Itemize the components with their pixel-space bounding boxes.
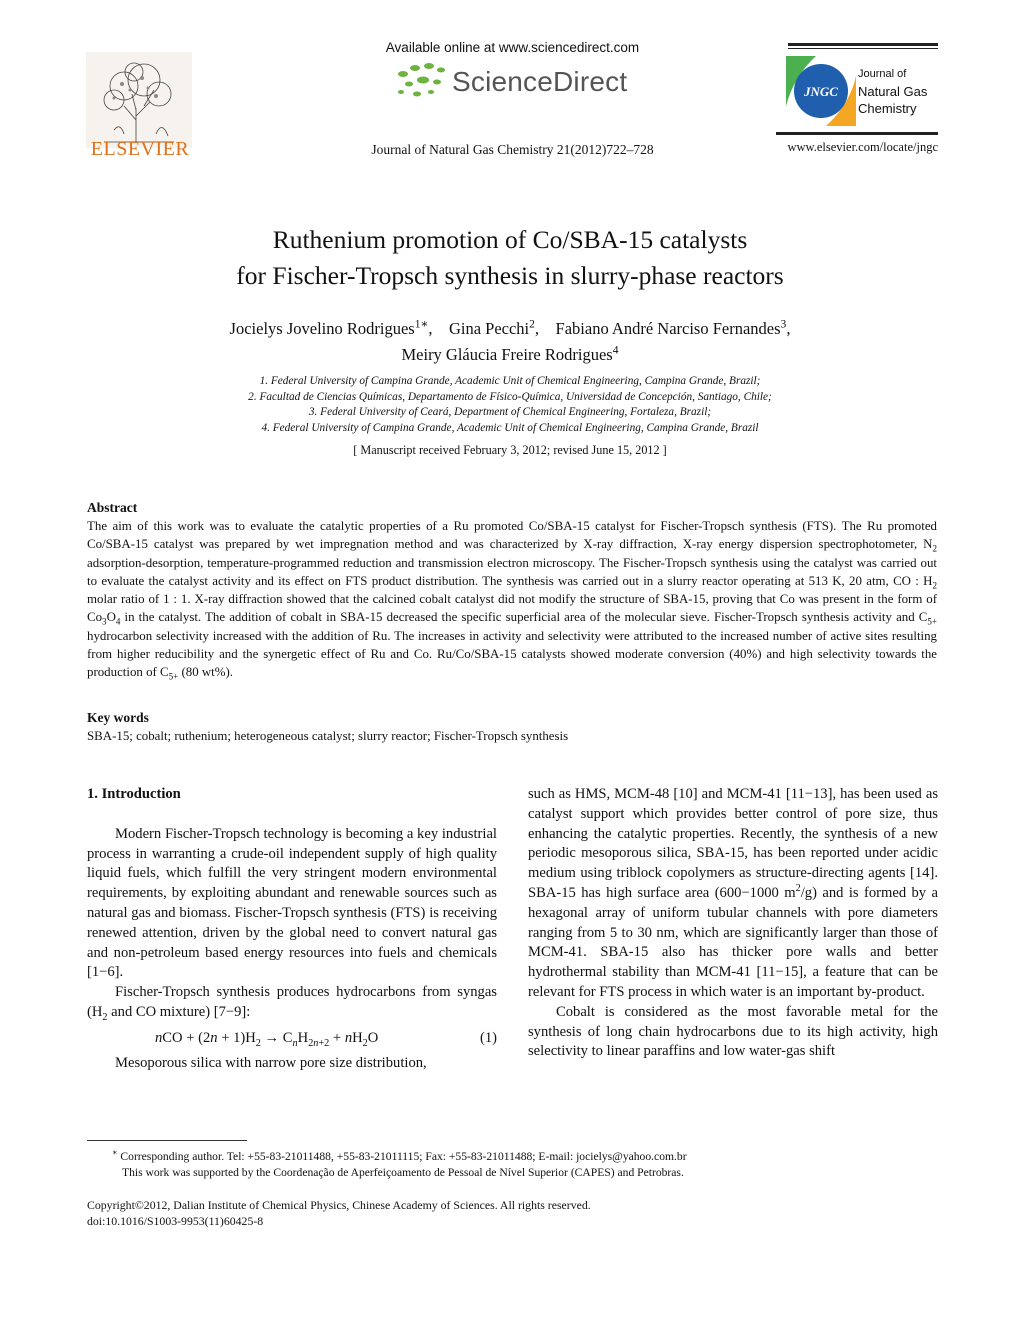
abstract-text: The aim of this work was to evaluate the catalytic properties of a Ru promoted Co/SBA-15 catalyst for Fischer-Tropsch synthesis (FTS). The Ru promoted Co/SBA-15 catalyst was prepared by wet impregnation method and was characterized by X-ray diffraction, X-ray energy dispersion spectrophotometer, $N_2$ adsorption-desorption, temperature-programmed reduction and transmission electron microscopy. The Fischer-Tropsch synthesis using the catalyst was carried out to evaluate the catalyst activity and its effect on FTS product distribution. The synthesis was carried out in a slurry reactor operating at 513 K, 20 atm, CO : $H_2$ molar ratio of 1 : 1. X-ray diffraction showed that the calcined cobalt catalyst did not modify the structure of SBA-15, proving that Co was present in the form of $Co_3O_4$ in the catalyst. The addition of cobalt in SBA-15 decreased the specific superficial area of the molecular sieve. Fischer-Tropsch synthesis activity and $C_{5+}$ hydrocarbon selectivity increased with the addition of Ru. The increases in activity and selectivity were attributed to the increased number of active sites resulting from higher reducibility and the synergetic effect of Ru and Co. Ru/Co/SBA-15 catalysts showed moderate conversion (40%) and high selectivity towards the production of $C_{5+}$ (80 wt%). (87, 519, 937, 682)
manuscript-dates: [ Manuscript received February 3, 2012; revised June 15, 2012 ] (353, 443, 667, 457)
title-line: Ruthenium promotion of Co/SBA-15 catalysts (272, 225, 748, 254)
header-rule (788, 43, 938, 46)
equation: nCO + $(2n + 1)H_2 \to C_nH_{2n+2} + nH_2O$ (1) (155, 1029, 497, 1049)
paragraph: Mesoporous silica with narrow pore size distribution, (115, 1054, 427, 1071)
footnote-rule (87, 1140, 247, 1141)
copyright-block (87, 1197, 947, 1229)
keywords-heading: Key words (87, 710, 149, 725)
header-rule (788, 48, 938, 49)
keywords-list: SBA-15; cobalt; ruthenium; heterogeneous catalyst; slurry reactor; Fischer-Tropsch synthesis (87, 729, 569, 743)
affiliation: 2. Facultad de Ciencias Químicas, Departamento de Físico-Química, Universidad de Concepción, Santiago, Chile; (248, 390, 772, 403)
available-online-text: Available online at www.sciencedirect.com (385, 40, 640, 55)
journal-name-line: Natural Gas (858, 84, 928, 99)
author-name: Meiry Gláucia Freire Rodrigues (401, 345, 613, 364)
paragraph: Fischer-Tropsch synthesis produces hydrocarbons from syngas ($H_2$ and CO mixture) [7−9]: (87, 984, 497, 1023)
author-mark: 2 (529, 318, 535, 331)
footnote-support: This work was supported by the Coordenação de Aperfeiçoamento de Pessoal de Nível Superior (CAPES) and Petrobras. (122, 1166, 684, 1179)
author-list: Jocielys Jovelino Rodrigues$^{1∗}$, Gina Pecchi$^2$, Fabiano André Narciso Fernandes$^3$, Meiry Gláucia Freire Rodrigues$^4$ (229, 318, 791, 364)
author-name: Fabiano André Narciso Fernandes (555, 319, 781, 338)
footnote-corresponding: ∗ Corresponding author. Tel: +55-83-21011488, +55-83-21011115; Fax: +55-83-21011488; E-mail: jocielys@yahoo.com.br (112, 1148, 687, 1163)
paragraph: Modern Fischer-Tropsch technology is becoming a key industrial process in warranting a crude-oil independent supply of high quality liquid fuels, which fulfill the very stringent modern environmental requirements, by exploiting abundant and renewable sources such as natural gas and biomass. Fischer-Tropsch synthesis (FTS) is receiving renewed attention, driven by the global need to convert natural gas and non-petroleum based energy resources into fuels and chemicals [1−6]. (87, 825, 497, 981)
abstract-heading: Abstract (87, 500, 138, 515)
footnotes (112, 1149, 932, 1181)
doi[interactable]: doi:10.1016/S1003-9953(11)60425-8 (87, 1214, 264, 1228)
paragraph: such as HMS, MCM-48 [10] and MCM-41 [11−13], has been used as catalyst support which provides better control of pore size, thus enhancing the catalytic properties. Recently, the synthesis of a new periodic mesoporous silica, SBA-15, has been reported under acidic medium using triblock copolymers as structure-directing agents [14]. SBA-15 has high surface area (600−1000 $m^2/g$) and is formed by a hexagonal array of uniform tubular channels with pore diameters ranging from 5 to 30 nm, which are significantly larger than those of MCM-41. SBA-15 also has thicker pore walls and better hydrothermal stability than MCM-41 [11−15], a feature that can be relevant for FTS process in which water is an important by-product. (528, 786, 938, 1000)
affiliations (80, 374, 940, 436)
journal-citation: Journal of Natural Gas Chemistry 21(2012)722–728 (371, 142, 654, 157)
author-mark: 1∗ (414, 318, 429, 331)
affiliation: 1. Federal University of Campina Grande, Academic Unit of Chemical Engineering, Campina Grande, Brazil; (259, 375, 761, 387)
paper-title (80, 222, 940, 294)
jngc-logo (786, 56, 856, 126)
journal-url[interactable]: www.elsevier.com/locate/jngc (787, 140, 938, 154)
affiliation: 4. Federal University of Campina Grande, Academic Unit of Chemical Engineering, Campina Grande, Brazil (261, 421, 759, 434)
header-rule (776, 132, 938, 135)
journal-name (858, 66, 927, 117)
affiliation: 3. Federal University of Ceará, Department of Chemical Engineering, Fortaleza, Brazil; (308, 406, 712, 419)
left-column (87, 785, 497, 1073)
right-column (528, 785, 938, 1062)
author-mark: 3 (780, 318, 787, 331)
journal-name-line: Journal of (858, 68, 907, 80)
elsevier-wordmark: ELSEVIER (90, 138, 190, 160)
journal-name-line: Chemistry (858, 101, 917, 116)
section-heading: 1. Introduction (87, 786, 181, 802)
jngc-badge-text: JNGC (804, 84, 838, 99)
sciencedirect-wordmark: ScienceDirect (452, 66, 628, 97)
author-name: Gina Pecchi (448, 319, 530, 338)
author-name: Jocielys Jovelino Rodrigues (229, 319, 415, 338)
equation-number: (1) (479, 1029, 497, 1046)
title-line: for Fischer-Tropsch synthesis in slurry-phase reactors (236, 261, 784, 290)
copyright-text: Copyright©2012, Dalian Institute of Chemical Physics, Chinese Academy of Sciences. All rights reserved. (87, 1198, 591, 1212)
paragraph: Cobalt is considered as the most favorable metal for the synthesis of long chain hydrocarbons due to its high activity, high selectivity to linear paraffins and low water-gas shift (528, 1003, 938, 1060)
author-mark: 4 (612, 344, 619, 357)
